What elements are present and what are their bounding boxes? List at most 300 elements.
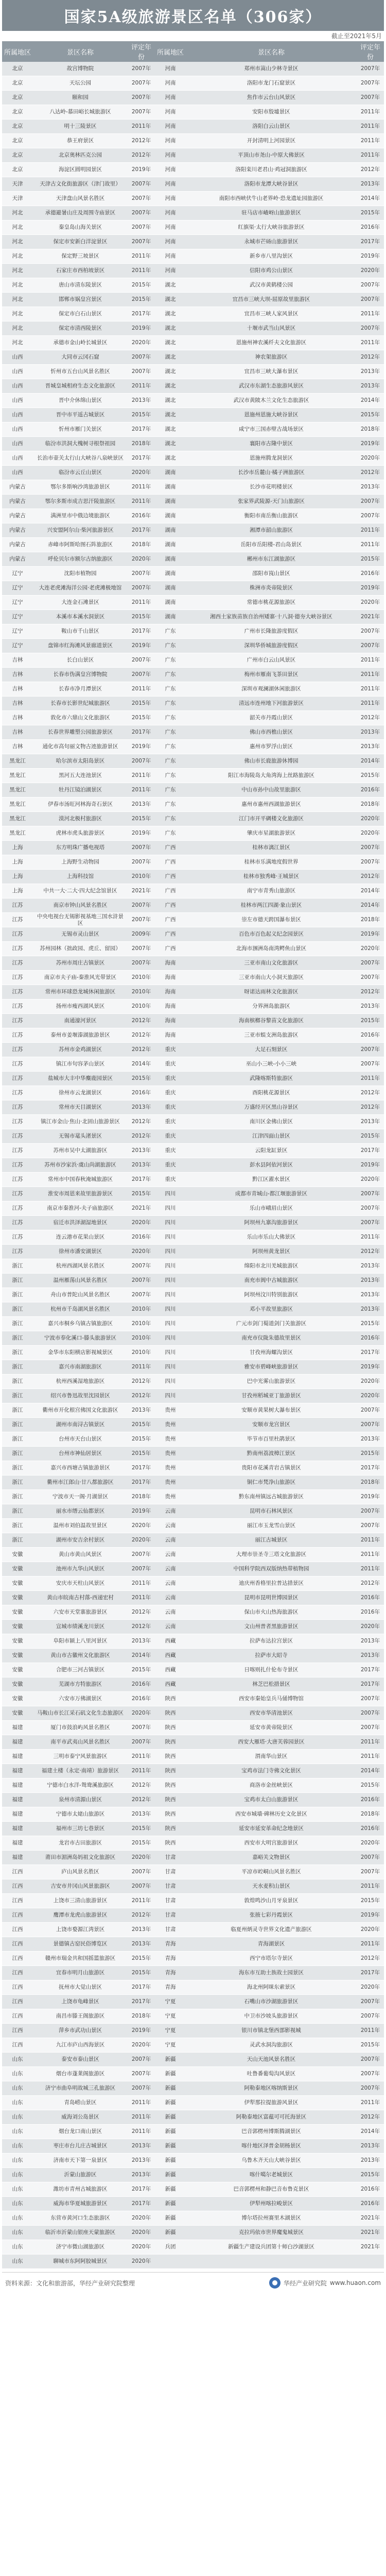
cell-name-right: 梅州市雁南飞茶田景区 [186, 668, 357, 682]
cell-region-left: 山西 [2, 394, 33, 408]
cell-region-right: 宁夏 [155, 2038, 186, 2053]
cell-name-left: 镇江市金山·焦山·北固山旅游景区 [33, 1115, 128, 1129]
table-row [2, 2182, 384, 2197]
cell-name-left: 威海市华夏城旅游景区 [33, 2197, 128, 2211]
cell-year-left: 2015年 [128, 711, 155, 725]
cell-name-right: 海东市互助土族故土园景区 [186, 1966, 357, 1980]
cell-year-right [357, 2255, 384, 2269]
page-title: 国家5A级旅游景区名单（306家） [2, 0, 384, 31]
cell-year-right: 2019年 [357, 437, 384, 451]
cell-region-right: 甘肃 [155, 1851, 186, 1865]
table-row [2, 1317, 384, 1331]
cell-year-left: 2016年 [128, 1692, 155, 1706]
cell-year-left: 2020年 [128, 1851, 155, 1865]
cell-region-right: 湖南 [155, 466, 186, 480]
cell-region-right: 陕西 [155, 1692, 186, 1706]
cell-year-right: 2016年 [357, 221, 384, 235]
table-row [2, 1173, 384, 1187]
cell-region-right: 广东 [155, 783, 186, 798]
cell-name-right: 丽江市玉龙雪山景区 [186, 1519, 357, 1533]
cell-year-left: 2010年 [128, 971, 155, 985]
table-row [2, 1014, 384, 1028]
table-row [2, 2139, 384, 2154]
cell-name-right: 迪庆州香格里拉普达措景区 [186, 1577, 357, 1591]
cell-region-right: 广东 [155, 725, 186, 740]
cell-name-left: 威海刘公岛景区 [33, 2110, 128, 2125]
cell-name-left: 天津古文化街旅游区（津门故里） [33, 177, 128, 192]
cell-name-left: 六安市天堂寨旅游景区 [33, 1605, 128, 1620]
cell-name-left: 九江市庐山西海景区 [33, 2038, 128, 2053]
cell-region-left: 山东 [2, 2226, 33, 2240]
cell-region-right: 湖北 [155, 307, 186, 321]
cell-region-right: 海南 [155, 999, 186, 1014]
cell-year-right: 2011年 [357, 2096, 384, 2110]
cell-name-left: 济宁市曲阜明故城三孔旅游区 [33, 2081, 128, 2096]
cell-region-left: 安徽 [2, 1562, 33, 1577]
cell-year-left: 2013年 [128, 2154, 155, 2168]
cell-region-left: 北京 [2, 76, 33, 91]
cell-year-right: 2015年 [357, 1129, 384, 1144]
table-row [2, 1865, 384, 1879]
cell-name-left: 台州市天台山景区 [33, 1432, 128, 1447]
cell-region-left: 江西 [2, 1952, 33, 1966]
cell-year-right: 2013年 [357, 1259, 384, 1274]
cell-name-left: 济宁市微山湖旅游区 [33, 2240, 128, 2255]
cell-year-left: 2015年 [128, 1432, 155, 1447]
cell-region-left: 北京 [2, 91, 33, 105]
table-row [2, 653, 384, 668]
cell-region-left: 黑龙江 [2, 783, 33, 798]
cell-year-right: 2019年 [357, 249, 384, 264]
table-row [2, 2168, 384, 2182]
cell-name-right: 武汉市黄陂木兰文化生态旅游区 [186, 394, 357, 408]
cell-name-right: 武汉市东湖生态旅游风景区 [186, 379, 357, 394]
table-row [2, 538, 384, 552]
table-row [2, 2024, 384, 2038]
table-row [2, 1923, 384, 1937]
cell-region-right: 西藏 [155, 1677, 186, 1692]
cell-year-right: 2012年 [357, 985, 384, 999]
cell-name-left: 芜湖市方特旅游区 [33, 1677, 128, 1692]
table-row [2, 1375, 384, 1389]
cell-region-right: 四川 [155, 1230, 186, 1245]
table-row [2, 1201, 384, 1216]
cell-name-right: 石嘴山市沙湖旅游景区 [186, 1995, 357, 2009]
table-row [2, 1663, 384, 1677]
cell-year-right: 2015年 [357, 206, 384, 221]
cell-year-left: 2018年 [128, 1490, 155, 1504]
cell-region-right: 河南 [155, 105, 186, 120]
table-row [2, 1620, 384, 1634]
cell-year-left: 2012年 [128, 1028, 155, 1043]
cell-year-right: 2007年 [357, 2009, 384, 2024]
cell-name-left: 晋中介休绵山景区 [33, 394, 128, 408]
cell-year-right: 2020年 [357, 1923, 384, 1937]
cell-name-left: 大连金石滩景区 [33, 596, 128, 610]
cell-name-right: 贵阳市花溪青岩古镇景区 [186, 1461, 357, 1476]
cell-year-left: 2020年 [128, 1533, 155, 1548]
cell-region-right: 四川 [155, 1317, 186, 1331]
cell-year-right: 2007年 [357, 2067, 384, 2081]
cell-region-right: 新疆 [155, 2182, 186, 2197]
cell-year-left: 2011年 [128, 769, 155, 783]
cell-year-right: 2016年 [357, 2197, 384, 2211]
cell-name-right: 信阳市鸡公山景区 [186, 264, 357, 278]
cell-name-left: 南平市武夷山风景名胜区 [33, 1735, 128, 1750]
cell-region-right [155, 2255, 186, 2269]
cell-name-right: 三亚市南山文化旅游区 [186, 956, 357, 971]
cell-region-left: 安徽 [2, 1706, 33, 1721]
cell-name-right: 安顺市龙宫景区 [186, 1418, 357, 1432]
cell-region-left: 江西 [2, 1966, 33, 1980]
cell-name-left: 上饶市婺源江湾景区 [33, 1923, 128, 1937]
cell-year-left: 2007年 [128, 653, 155, 668]
cell-name-right: 惠州市惠州西湖旅游景区 [186, 798, 357, 812]
cell-name-left: 泰安市泰山景区 [33, 2053, 128, 2067]
cell-year-left: 2011年 [128, 783, 155, 798]
cell-name-right: 郴州市东江湖旅游区 [186, 552, 357, 567]
cell-name-left: 天坛公园 [33, 76, 128, 91]
cell-region-left: 山东 [2, 2240, 33, 2255]
cell-region-left: 浙江 [2, 1331, 33, 1346]
cell-name-right: 宜昌市三峡大坝-屈原故里旅游区 [186, 293, 357, 307]
cell-region-right: 湖北 [155, 379, 186, 394]
cell-year-left: 2007年 [128, 754, 155, 769]
cell-year-right: 2021年 [357, 2240, 384, 2255]
cell-name-right: 绵阳市北川羌城旅游区 [186, 1259, 357, 1274]
cell-name-left: 中共一大·二大·四大纪念馆景区 [33, 884, 128, 899]
cell-name-right: 云阳龙缸景区 [186, 1144, 357, 1158]
cell-year-left: 2011年 [128, 480, 155, 495]
table-row [2, 567, 384, 581]
cell-name-left: 宁德市白水洋-鸳鸯溪旅游区 [33, 1778, 128, 1793]
cell-name-left: 鹰潭市龙虎山旅游景区 [33, 1908, 128, 1923]
table-row [2, 76, 384, 91]
cell-name-right: 焦作市云台山风景区 [186, 91, 357, 105]
table-row [2, 1245, 384, 1259]
cell-region-left: 江苏 [2, 1043, 33, 1057]
cell-name-right: 吐鲁番葡萄沟风景区 [186, 2067, 357, 2081]
cell-year-left: 2007年 [128, 668, 155, 682]
cell-year-left: 2012年 [128, 134, 155, 148]
cell-name-right: 呀诺达雨林文化旅游区 [186, 985, 357, 999]
cell-region-right: 四川 [155, 1375, 186, 1389]
cell-region-right: 西藏 [155, 1663, 186, 1677]
cell-name-right: 中山市孙中山故里旅游区 [186, 783, 357, 798]
table-row [2, 1778, 384, 1793]
cell-name-left: 虎林市虎头旅游景区 [33, 826, 128, 841]
cell-name-right: 分界洲岛旅游区 [186, 999, 357, 1014]
cell-name-right: 长沙市花明楼景区 [186, 480, 357, 495]
cell-region-left: 北京 [2, 62, 33, 76]
cell-name-right: 阿勒泰地区喀纳斯景区 [186, 2081, 357, 2096]
cell-year-left: 2013年 [128, 1144, 155, 1158]
table-row [2, 711, 384, 725]
cell-region-left: 福建 [2, 1750, 33, 1764]
cell-region-left: 上海 [2, 870, 33, 884]
cell-name-left: 青岛崂山景区 [33, 2096, 128, 2110]
cell-name-right: 日喀则扎什伦布寺景区 [186, 1663, 357, 1677]
cell-year-left: 2015年 [128, 278, 155, 293]
cell-year-right: 2011年 [357, 105, 384, 120]
cell-region-left: 浙江 [2, 1403, 33, 1418]
cell-name-left: 徐州市潘安湖景区 [33, 1245, 128, 1259]
cell-region-right: 甘肃 [155, 1894, 186, 1908]
cell-name-left: 盐城市大丰中华麋鹿园景区 [33, 1072, 128, 1086]
cell-name-left: 长春市净月潭景区 [33, 682, 128, 697]
table-row [2, 1057, 384, 1072]
table-row [2, 321, 384, 336]
cell-year-right: 2012年 [357, 1086, 384, 1100]
table-row [2, 91, 384, 105]
cell-region-left: 吉林 [2, 653, 33, 668]
cell-region-right: 新疆 [155, 2125, 186, 2139]
cell-region-right: 湖北 [155, 321, 186, 336]
cell-name-right: 拉萨市大昭寺 [186, 1649, 357, 1663]
cell-year-left: 2013年 [128, 1634, 155, 1649]
cell-name-right: 丽江古城景区 [186, 1533, 357, 1548]
cell-name-left: 长春市伪满皇宫博物院 [33, 668, 128, 682]
cell-region-left: 江苏 [2, 985, 33, 999]
cell-year-left: 2007年 [128, 2053, 155, 2067]
cell-year-left: 2012年 [128, 148, 155, 163]
cell-region-left: 江苏 [2, 971, 33, 985]
cell-region-left: 辽宁 [2, 581, 33, 596]
cell-name-right: 安阳市殷墟景区 [186, 105, 357, 120]
table-row [2, 192, 384, 206]
table-row [2, 624, 384, 639]
cell-name-left: 南京市夫子庙-秦淮风光带景区 [33, 971, 128, 985]
cell-region-right: 重庆 [155, 1158, 186, 1173]
cell-year-left: 2019年 [128, 2024, 155, 2038]
cell-name-left: 秦皇岛山海关景区 [33, 221, 128, 235]
cell-year-right: 2019年 [357, 1908, 384, 1923]
table-row [2, 1158, 384, 1173]
cell-region-left: 江苏 [2, 1057, 33, 1072]
cell-name-left: 徐州市云龙湖景区 [33, 1086, 128, 1100]
cell-year-right: 2013年 [357, 2154, 384, 2168]
cell-year-left: 2012年 [128, 1605, 155, 1620]
cell-name-right: 万盛经开区黑山谷景区 [186, 1100, 357, 1115]
cell-name-right: 武隆喀斯特旅游区 [186, 1072, 357, 1086]
cell-region-left: 安徽 [2, 1548, 33, 1562]
cell-name-left: 池州市九华山风景区 [33, 1562, 128, 1577]
cell-name-left: 上饶市龟峰景区 [33, 1995, 128, 2009]
cell-year-right: 2007年 [357, 1418, 384, 1432]
cell-name-right: 甘孜州海螺沟景区 [186, 1346, 357, 1360]
cell-year-left: 2011年 [128, 682, 155, 697]
cell-name-left: 南京市钟山风景名胜区 [33, 899, 128, 913]
table-row [2, 639, 384, 653]
cell-region-left: 安徽 [2, 1663, 33, 1677]
cell-name-right: 延安市延安革命纪念地景区 [186, 1822, 357, 1836]
cell-region-left: 江苏 [2, 1086, 33, 1100]
cell-year-left: 2011年 [128, 1591, 155, 1605]
cell-name-right: 张掖七彩丹霞景区 [186, 1908, 357, 1923]
cell-year-left: 2015年 [128, 1447, 155, 1461]
cell-name-left: 景德镇古窑民俗博览区 [33, 1937, 128, 1952]
cell-year-left: 2010年 [128, 1331, 155, 1346]
cell-region-left: 内蒙古 [2, 480, 33, 495]
cell-name-right: 桂林市漓江景区 [186, 841, 357, 855]
table-row [2, 1735, 384, 1750]
table-row [2, 1144, 384, 1158]
cell-year-left: 2007年 [128, 567, 155, 581]
cell-region-right: 重庆 [155, 1086, 186, 1100]
cell-region-left: 吉林 [2, 740, 33, 754]
table-row [2, 1216, 384, 1230]
cell-year-right: 2013年 [357, 1432, 384, 1447]
cell-region-left: 黑龙江 [2, 754, 33, 769]
cell-name-right: 恩施州神农溪纤夫文化旅游区 [186, 336, 357, 350]
cell-region-right: 河南 [155, 192, 186, 206]
cell-name-right: 江津四面山景区 [186, 1129, 357, 1144]
cell-name-left: 庐山风景名胜区 [33, 1865, 128, 1879]
cell-region-left: 黑龙江 [2, 769, 33, 783]
cell-region-left: 江苏 [2, 956, 33, 971]
cell-name-right: 阿坝州九寨沟旅游景区 [186, 1216, 357, 1230]
cell-region-left: 山西 [2, 408, 33, 422]
cell-year-left: 2015年 [128, 1663, 155, 1677]
cell-region-left: 江西 [2, 1995, 33, 2009]
cell-region-right: 新疆 [155, 2110, 186, 2125]
cell-region-left: 吉林 [2, 697, 33, 711]
cell-region-right: 广东 [155, 697, 186, 711]
cell-name-right: 岳阳市岳阳楼-君山岛景区 [186, 538, 357, 552]
cell-year-right: 2017年 [357, 1346, 384, 1360]
cell-name-left: 潍坊市青州古城旅游区 [33, 2182, 128, 2197]
cell-name-left: 保定市白石山景区 [33, 307, 128, 321]
cell-name-right: 敦煌鸣沙山月牙泉景区 [186, 1894, 357, 1908]
cell-region-right: 四川 [155, 1201, 186, 1216]
cell-region-left: 黑龙江 [2, 812, 33, 826]
cell-region-left: 北京 [2, 105, 33, 120]
cell-region-left: 浙江 [2, 1288, 33, 1302]
cell-name-right: 雅安市碧峰峡旅游景区 [186, 1360, 357, 1375]
cell-name-left: 衢州市开化根宫佛国文化旅游区 [33, 1403, 128, 1418]
cell-name-right: 喀什地区泽普金胡杨景区 [186, 2139, 357, 2154]
cell-region-right: 甘肃 [155, 1865, 186, 1879]
table-row [2, 2255, 384, 2269]
cell-year-right: 2016年 [357, 1331, 384, 1346]
cell-year-right: 2012年 [357, 1952, 384, 1966]
table-row [2, 1418, 384, 1432]
cell-year-right: 2019年 [357, 1360, 384, 1375]
cell-region-right: 贵州 [155, 1447, 186, 1461]
table-row [2, 1952, 384, 1966]
cell-year-right: 2013年 [357, 1649, 384, 1663]
cell-region-left: 江西 [2, 1894, 33, 1908]
cell-year-right: 2007年 [357, 1187, 384, 1201]
cell-region-right: 湖北 [155, 451, 186, 466]
cell-region-left: 福建 [2, 1822, 33, 1836]
cell-name-right: 乌鲁木齐天山大峡谷景区 [186, 2154, 357, 2168]
cell-year-left: 2007年 [128, 1259, 155, 1274]
table-row [2, 451, 384, 466]
table-row [2, 1259, 384, 1274]
table-row [2, 235, 384, 249]
cell-region-right: 四川 [155, 1187, 186, 1201]
cell-region-left: 吉林 [2, 725, 33, 740]
cell-name-left: 镇江市句容茅山景区 [33, 1057, 128, 1072]
cell-year-right: 2007年 [357, 76, 384, 91]
source-note: 资料来源：文化和旅游部，华经产业研究院整理 [5, 2279, 135, 2287]
cell-name-right: 西安市大明宫旅游景区 [186, 1836, 357, 1851]
cell-name-right: 乐山市乐山大佛景区 [186, 1230, 357, 1245]
cell-year-right: 2007年 [357, 1519, 384, 1533]
table-row [2, 596, 384, 610]
cell-year-left: 2007年 [128, 177, 155, 192]
cell-year-right: 2013年 [357, 1288, 384, 1302]
cell-region-right: 西藏 [155, 1634, 186, 1649]
cell-year-left: 2007年 [128, 76, 155, 91]
cell-region-right: 湖南 [155, 610, 186, 624]
cell-name-right: 驻马店市嵖岈山旅游景区 [186, 206, 357, 221]
cell-region-right: 湖北 [155, 293, 186, 307]
table-row [2, 798, 384, 812]
cell-year-right: 2020年 [357, 596, 384, 610]
table-row [2, 1822, 384, 1836]
cell-name-right: 邵阳市崀山景区 [186, 567, 357, 581]
cell-name-left: 沂蒙山旅游区 [33, 2168, 128, 2182]
cell-name-left: 安庆市天柱山风景区 [33, 1577, 128, 1591]
cell-region-right: 四川 [155, 1245, 186, 1259]
cell-name-right: 郑州市嵩山少林寺景区 [186, 62, 357, 76]
table-row [2, 1605, 384, 1620]
cell-region-left: 山东 [2, 2154, 33, 2168]
cell-region-right: 云南 [155, 1533, 186, 1548]
cell-name-right: 开封清明上河园景区 [186, 134, 357, 148]
cell-region-left: 安徽 [2, 1677, 33, 1692]
cell-region-right: 云南 [155, 1504, 186, 1519]
cell-year-left: 2020年 [128, 2211, 155, 2226]
cell-year-left: 2017年 [128, 1476, 155, 1490]
cell-region-left: 福建 [2, 1836, 33, 1851]
cell-year-right: 2015年 [357, 2038, 384, 2053]
cell-name-right: 南宁市青秀山旅游区 [186, 884, 357, 899]
cell-region-left: 山西 [2, 422, 33, 437]
cell-region-left: 北京 [2, 148, 33, 163]
cell-region-left: 江苏 [2, 1072, 33, 1086]
cell-name-right: 灵武水洞沟旅游区 [186, 2038, 357, 2053]
cell-region-right: 河南 [155, 177, 186, 192]
cell-name-right: 南阳市西峡伏牛山老界岭·恐龙遗址园旅游区 [186, 192, 357, 206]
cell-year-right: 2011年 [357, 653, 384, 668]
cell-region-right: 青海 [155, 1937, 186, 1952]
cell-year-right: 2015年 [357, 1014, 384, 1028]
cell-name-right: 克拉玛依市世界魔鬼城景区 [186, 2226, 357, 2240]
cell-year-right: 2011年 [357, 1735, 384, 1750]
cell-name-left: 嘉兴市桐乡乌镇古镇旅游区 [33, 1317, 128, 1331]
cell-region-right: 湖南 [155, 538, 186, 552]
cell-year-right: 2007年 [357, 321, 384, 336]
cell-name-left: 阜阳市颍上八里河景区 [33, 1634, 128, 1649]
cell-region-left: 山西 [2, 437, 33, 451]
cell-region-right: 陕西 [155, 1778, 186, 1793]
cell-name-right: 韶关市丹霞山景区 [186, 711, 357, 725]
cell-year-right: 2021年 [357, 2211, 384, 2226]
cell-year-left: 2015年 [128, 697, 155, 711]
cell-year-left: 2012年 [128, 1908, 155, 1923]
cell-year-right: 2012年 [357, 350, 384, 365]
cell-name-right: 洛阳白云山景区 [186, 120, 357, 134]
table-row [2, 2226, 384, 2240]
cell-region-right: 广东 [155, 668, 186, 682]
cell-year-left: 2010年 [128, 985, 155, 999]
cell-name-left: 敦化市六鼎山文化旅游区 [33, 711, 128, 725]
cell-year-right: 2011年 [357, 1548, 384, 1562]
cell-region-left: 江苏 [2, 1245, 33, 1259]
